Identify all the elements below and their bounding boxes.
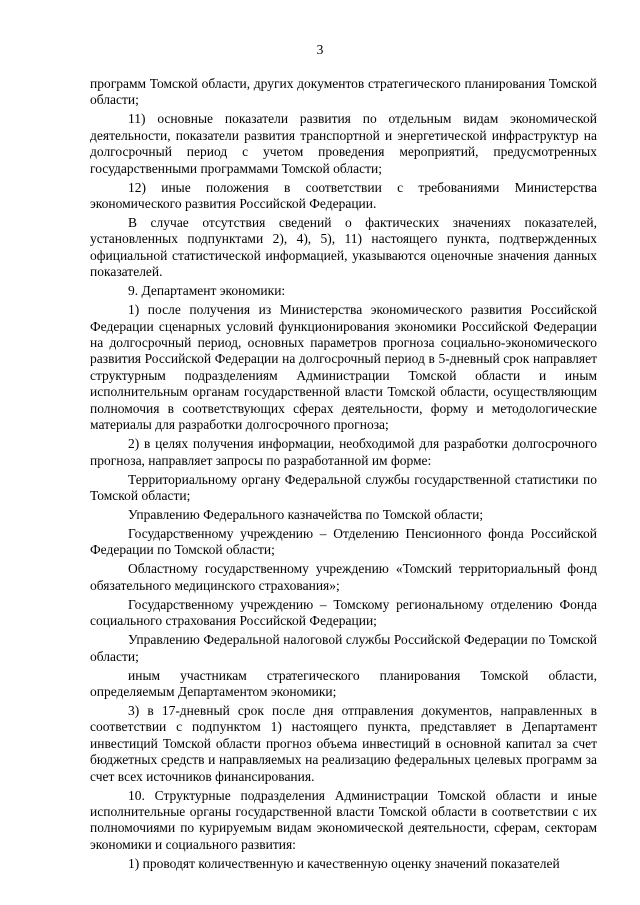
paragraph: 3) в 17-дневный срок после дня отправления документов, направленных в соответствии с подпунктом 1) настоящего пункта, представляет в Департамент инвестиций Томской области прогноз объема инвестиций в основной капитал за счет бюджетных средств и направляемых на реализацию федеральных целевых программ за счет всех источников финансирования. [90, 702, 597, 784]
paragraph: Управлению Федеральной налоговой службы Российской Федерации по Томской области; [90, 632, 597, 664]
paragraph: Государственному учреждению – Отделению Пенсионного фонда Российской Федерации по Томской области; [90, 525, 597, 558]
paragraph: программ Томской области, других документов стратегического планирования Томской области; [90, 76, 597, 108]
paragraph: иным участникам стратегического планирования Томской области, определяемым Департаментом экономики; [90, 667, 597, 699]
paragraph: 1) после получения из Министерства экономического развития Российской Федерации сценарных условий функционирования экономики Российской Федерации на долгосрочный период, основных параметров прогноза социально-экономического развития Российской Федерации на долгосрочный период в 5-дневный срок направляет структурным подразделениям Администрации Томской области и иным исполнительным органам государственной власти Томской области, осуществляющим полномочия в соответствующих сферах деятельности, форму и методологические материалы для разработки долгосрочного прогноза; [90, 302, 597, 433]
page-number: 3 [316, 42, 324, 57]
paragraph: 2) в целях получения информации, необходимой для разработки долгосрочного прогноза, направляет запросы по разработанной им форме: [90, 436, 597, 468]
document-body [90, 76, 597, 875]
paragraph: Территориальному органу Федеральной службы государственной статистики по Томской области; [90, 471, 597, 503]
paragraph: Управлению Федерального казначейства по Томской области; [128, 506, 484, 522]
paragraph: 1) проводят количественную и качественную оценку значений показателей [128, 855, 560, 871]
paragraph: В случае отсутствия сведений о фактических значениях показателей, установленных подпунктами 2), 4), 5), 11) настоящего пункта, подтвержденных официальной статистической информацией, указываются оценочные значения данных показателей. [90, 215, 597, 280]
paragraph: Государственному учреждению – Томскому региональному отделению Фонда социального страхования Российской Федерации; [90, 596, 597, 629]
paragraph: 11) основные показатели развития по отдельным видам экономической деятельности, показатели развития транспортной и энергетической инфраструктур на долгосрочный период с учетом проведения мероприятий, предусмотренных государственными программами Томской области; [90, 111, 597, 176]
paragraph: Областному государственному учреждению «Томский территориальный фонд обязательного медицинского страхования»; [90, 561, 597, 593]
paragraph: 9. Департамент экономики: [128, 283, 286, 299]
paragraph: 10. Структурные подразделения Администрации Томской области и иные исполнительные органы государственной власти Томской области в соответствии с их полномочиями по курируемым видам экономической деятельности, сферам, секторам экономики и социального развития: [90, 787, 597, 852]
paragraph: 12) иные положения в соответствии с требованиями Министерства экономического развития Российской Федерации. [90, 179, 597, 212]
